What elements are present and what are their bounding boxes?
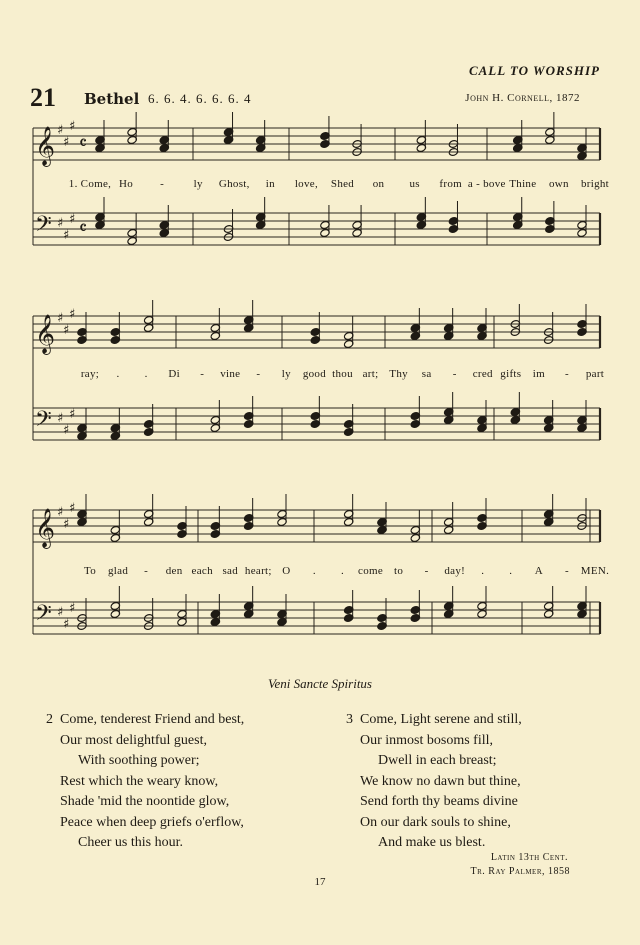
lyric-syllable: . [312, 565, 316, 577]
lyric-syllable: Thy [389, 368, 408, 380]
composer-credit: John H. Cornell, 1872 [465, 92, 580, 104]
stanza-text: Our inmost bosoms fill, [360, 732, 494, 748]
sharp-icon: ♯ [57, 311, 64, 326]
sharp-icon: ♯ [57, 411, 64, 426]
lyric-syllable: - [200, 368, 205, 380]
stanza-text: Peace when deep griefs o'erflow, [60, 814, 244, 830]
stanza-text: Rest which the weary know, [60, 773, 219, 789]
stanza-line [346, 772, 522, 793]
treble-clef-icon: 𝄞 [35, 126, 56, 166]
lyric-syllable: us [409, 178, 420, 190]
common-time-icon: 𝄴 [79, 218, 88, 239]
lyric-syllable: - [424, 565, 429, 577]
sharp-icon: ♯ [63, 617, 70, 632]
lyric-syllable: . [144, 368, 148, 380]
lyric-syllable: a - bove [467, 178, 506, 190]
stanza-text: Our most delightful guest, [60, 732, 207, 748]
lyric-syllable: come [358, 565, 384, 577]
lyric-syllable: art; [362, 368, 379, 380]
lyric-syllable: from [439, 178, 462, 190]
lyric-syllable: sad [222, 565, 239, 577]
lyric-syllable: Di [168, 368, 180, 380]
hymn-number: 21 [30, 83, 56, 112]
stanza-line [46, 833, 244, 854]
lyric-syllable: cred [472, 368, 493, 380]
stanza-text: With soothing power; [78, 753, 200, 768]
stanza-text: We know no dawn but thine, [360, 773, 521, 789]
stanza-text: Send forth thy beams divine [360, 794, 518, 809]
stanza-line [346, 792, 522, 813]
lyric-syllable: love, [294, 178, 319, 190]
translator-credit: Tr. Ray Palmer, 1858 [470, 866, 570, 877]
stanza-line [346, 731, 522, 752]
lyric-syllable: vine [220, 368, 241, 380]
stanza-number: 2 [46, 712, 53, 727]
sharp-icon: ♯ [69, 501, 76, 516]
lyric-syllable: . [481, 565, 485, 577]
stanza-line [346, 710, 522, 731]
lyric-syllable: Thine [509, 178, 537, 190]
source-credit: Latin 13th Cent. [490, 852, 568, 863]
stanza-line [46, 731, 244, 752]
sharp-icon: ♯ [63, 323, 70, 338]
lyric-syllable: O [282, 565, 291, 577]
lyric-syllable: - [160, 178, 165, 190]
lyric-syllable: Shed [330, 178, 355, 190]
sharp-icon: ♯ [69, 212, 76, 227]
hymn-caption: Veni Sancte Spiritus [268, 676, 372, 691]
sharp-icon: ♯ [63, 423, 70, 438]
lyric-syllable: - [452, 368, 457, 380]
lyric-syllable: . [340, 565, 345, 577]
sharp-icon: ♯ [63, 228, 70, 243]
stanza-line [346, 813, 522, 834]
stanza-number: 3 [346, 712, 353, 727]
sharp-icon: ♯ [57, 505, 64, 520]
lyric-syllable: Ghost, [218, 178, 250, 190]
stanza-line [46, 813, 244, 834]
lyric-syllable: day! [444, 565, 466, 577]
lyric-syllable: To [83, 565, 97, 577]
stanza-text: Come, Light serene and still, [360, 712, 522, 727]
stanza-line [346, 751, 522, 772]
lyric-syllable: to [394, 565, 404, 577]
lyric-syllable: gifts [500, 368, 522, 380]
page-number: 17 [314, 876, 326, 888]
sharp-icon: ♯ [57, 216, 64, 231]
bass-clef-icon: 𝄢 [35, 212, 52, 242]
stanza-line [46, 751, 244, 772]
lyric-syllable: ly [193, 178, 203, 190]
sharp-icon: ♯ [63, 517, 70, 532]
lyric-syllable: MEN. [580, 565, 610, 577]
lyric-syllable: glad [107, 565, 129, 577]
lyric-syllable: - [564, 565, 569, 577]
sharp-icon: ♯ [63, 135, 70, 150]
lyric-syllable: - [564, 368, 569, 380]
stanza-line [46, 710, 244, 731]
sharp-icon: ♯ [57, 605, 64, 620]
treble-clef-icon: 𝄞 [35, 508, 56, 548]
lyric-syllable: thou [332, 368, 353, 380]
section-title: CALL TO WORSHIP [468, 63, 600, 78]
stanza-3 [346, 710, 522, 854]
meter: 6. 6. 4. 6. 6. 6. 4 [148, 91, 252, 106]
stanza-text: Shade 'mid the noontide glow, [60, 794, 230, 809]
lyric-syllable: part [585, 368, 605, 380]
lyric-syllable: heart; [244, 565, 272, 577]
lyric-syllable: on [372, 178, 385, 190]
stanza-line [46, 792, 244, 813]
stanza-line [346, 833, 522, 854]
bass-clef-icon: 𝄢 [35, 407, 52, 437]
lyric-syllable: sa [421, 368, 432, 380]
stanza-text: Dwell in each breast; [378, 753, 497, 768]
tune-name: Bethel [84, 90, 140, 108]
stanza-2 [46, 710, 244, 854]
lyric-syllable: ly [281, 368, 291, 380]
lyric-syllable: bright [580, 178, 610, 190]
lyric-syllable: each [191, 565, 213, 577]
lyric-syllable: good [302, 368, 327, 380]
sharp-icon: ♯ [57, 123, 64, 138]
sharp-icon: ♯ [69, 407, 76, 422]
lyric-syllable: 1. Come, [68, 178, 112, 190]
lyric-syllable: . [116, 368, 120, 380]
stanza-line [46, 772, 244, 793]
sharp-icon: ♯ [69, 601, 76, 616]
lyric-syllable: - [144, 565, 149, 577]
lyric-syllable: own [548, 178, 569, 190]
stanza-text: Cheer us this hour. [78, 835, 183, 850]
sharp-icon: ♯ [69, 307, 76, 322]
stanza-text: On our dark souls to shine, [360, 814, 511, 830]
lyric-syllable: den [165, 565, 183, 577]
bass-clef-icon: 𝄢 [35, 601, 52, 631]
lyric-syllable: . [509, 565, 513, 577]
common-time-icon: 𝄴 [79, 133, 88, 154]
lyric-syllable: ray; [80, 368, 100, 380]
stanza-text: And make us blest. [378, 835, 486, 850]
sharp-icon: ♯ [69, 119, 76, 134]
treble-clef-icon: 𝄞 [35, 314, 56, 354]
lyric-syllable: in [265, 178, 275, 190]
lyric-syllable: Ho [119, 178, 134, 190]
lyric-syllable: A [534, 565, 543, 577]
lyric-syllable: - [256, 368, 261, 380]
stanza-text: Come, tenderest Friend and best, [60, 712, 245, 727]
lyric-syllable: im [532, 368, 545, 380]
